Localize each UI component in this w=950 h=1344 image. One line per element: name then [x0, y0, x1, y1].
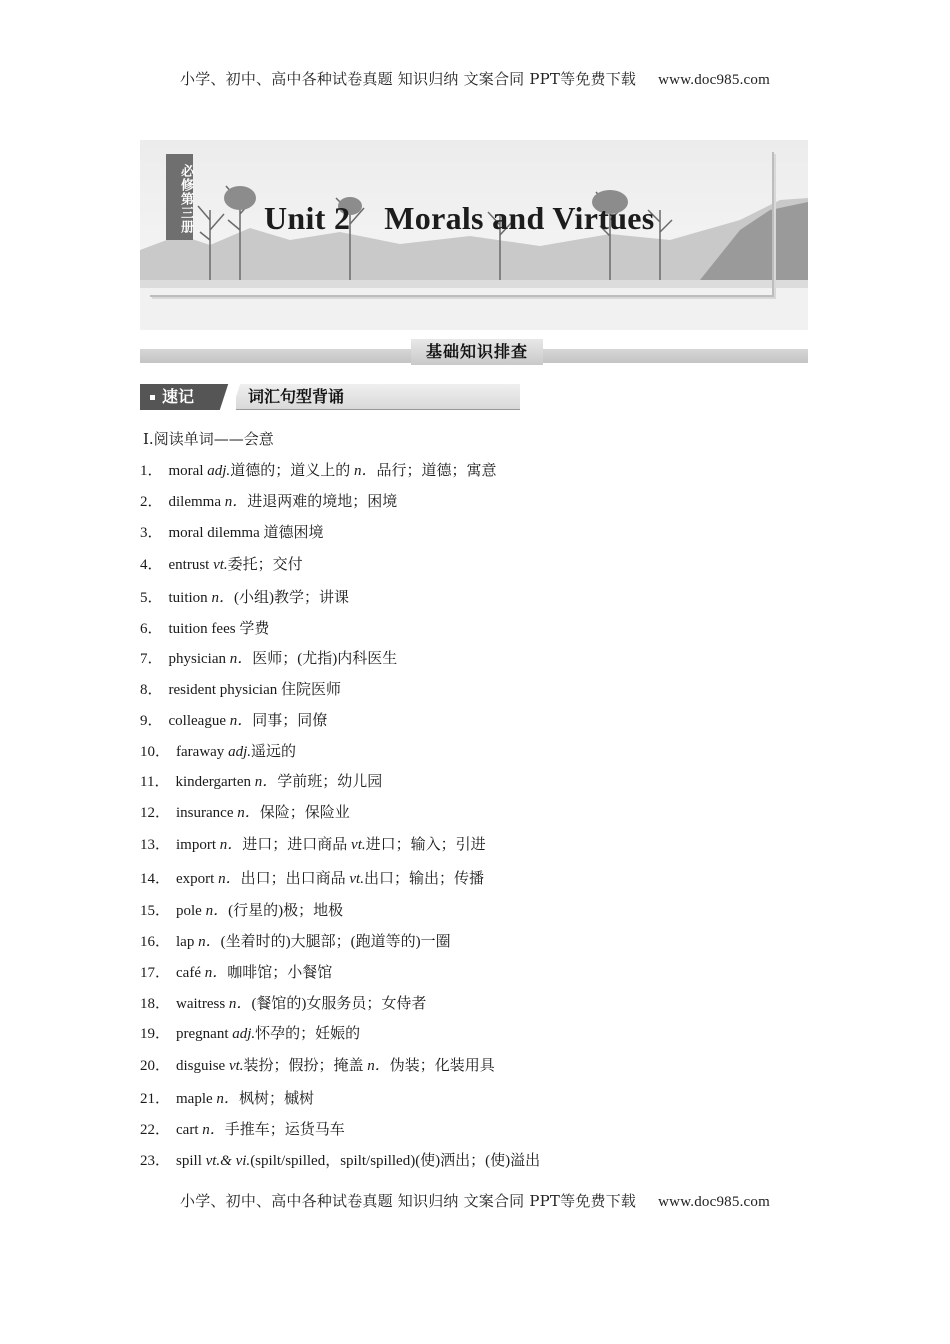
- vocab-definition: 学前班；幼儿园: [277, 774, 383, 790]
- vocab-definition: (行星的)极；地极: [228, 903, 344, 919]
- vocab-number: 4．: [140, 557, 163, 573]
- vocab-item: [140, 586, 349, 607]
- vocab-word: kindergarten: [175, 774, 251, 790]
- vocab-number: 17．: [140, 965, 171, 981]
- vocab-word: moral dilemma: [168, 525, 260, 541]
- vocab-word: physician: [168, 651, 227, 667]
- vocab-definition: 学费: [239, 621, 270, 637]
- vocab-part-of-speech: n．: [237, 805, 260, 821]
- vocab-item: [140, 647, 397, 668]
- vocab-word: dilemma: [168, 494, 222, 510]
- footer-text: 小学、初中、高中各种试卷真题 知识归纳 文案合同 PPT等免费下载: [180, 1192, 637, 1210]
- vocab-item: [140, 961, 332, 982]
- vocab-definition: 委托；交付: [227, 557, 303, 573]
- vocab-part-of-speech-2: vt.: [351, 837, 366, 853]
- vocab-definition: 进退两难的境地；困境: [247, 494, 398, 510]
- vocab-item: [140, 1022, 360, 1043]
- vocab-part-of-speech: n．: [229, 651, 253, 667]
- vocab-item: [140, 490, 397, 511]
- unit-title: [264, 200, 655, 237]
- page-footer: [0, 1190, 950, 1211]
- vocab-part-of-speech: vt.: [228, 1058, 244, 1074]
- unit-number: Unit 2: [264, 200, 351, 236]
- vocab-word: maple: [176, 1091, 213, 1107]
- vocab-number: 1．: [140, 463, 163, 479]
- vocab-item: [140, 1149, 540, 1170]
- vocab-item: [140, 992, 426, 1013]
- vocab-definition-2: 伪装；化装用具: [389, 1058, 495, 1074]
- vocab-definition: 医师；(尤指)内科医生: [252, 651, 398, 667]
- vocab-part-of-speech: n．: [254, 774, 278, 790]
- vocab-number: 20．: [140, 1058, 171, 1074]
- vocab-number: 19．: [140, 1026, 171, 1042]
- section-label: 基础知识排查: [411, 339, 543, 365]
- vocab-word: tuition fees: [168, 621, 236, 637]
- vocab-item: [140, 867, 484, 888]
- vocab-number: 3．: [140, 525, 163, 541]
- vocab-definition: 进口；进口商品: [242, 837, 352, 853]
- vocab-definition: 装扮；假扮；掩盖: [243, 1058, 368, 1074]
- vocab-definition: 同事；同僚: [252, 713, 328, 729]
- vocab-part-of-speech: n．: [211, 590, 234, 606]
- subsection-tag: [140, 384, 230, 410]
- vocab-part-of-speech: n．: [216, 1091, 239, 1107]
- vocab-definition: 道德困境: [263, 525, 324, 541]
- vocab-definition: 道德的；道义上的: [230, 463, 354, 479]
- vocab-item: [140, 801, 350, 822]
- vocab-word: export: [176, 871, 215, 887]
- vocab-item: [140, 678, 341, 699]
- vocab-definition: (spilt/spilled，spilt/spilled)(使)洒出；(使)溢出: [250, 1153, 541, 1169]
- vocab-part-of-speech: vt.: [213, 557, 228, 573]
- book-volume-tab: 必修第三册: [166, 154, 193, 240]
- vocab-definition-2: 进口；输入；引进: [365, 837, 486, 853]
- vocab-word: disguise: [176, 1058, 226, 1074]
- vocab-number: 8．: [140, 682, 163, 698]
- vocab-item: [140, 521, 324, 542]
- vocab-part-of-speech: vt.& vi.: [205, 1153, 251, 1169]
- vocab-part-of-speech-2: n．: [353, 463, 377, 479]
- vocab-definition: 手推车；运货马车: [224, 1122, 345, 1138]
- vocab-definition: (坐着时的)大腿部；(跑道等的)一圈: [220, 934, 451, 950]
- vocab-definition: 保险；保险业: [259, 805, 350, 821]
- vocab-number: 12．: [140, 805, 171, 821]
- vocab-number: 22．: [140, 1122, 171, 1138]
- vocab-part-of-speech: n．: [224, 494, 248, 510]
- vocab-item: [140, 553, 303, 574]
- header-url[interactable]: www.doc985.com: [658, 72, 770, 88]
- vocab-word: lap: [176, 934, 195, 950]
- part-heading: Ⅰ.阅读单词——会意: [143, 430, 274, 448]
- vocab-item: [140, 1087, 314, 1108]
- vocab-word: import: [176, 837, 217, 853]
- vocab-word: faraway: [176, 744, 225, 760]
- vocab-word: cart: [176, 1122, 199, 1138]
- vocab-part-of-speech: n．: [229, 713, 253, 729]
- vocab-number: 5．: [140, 590, 163, 606]
- vocab-part-of-speech: n．: [218, 871, 241, 887]
- vocab-number: 7．: [140, 651, 163, 667]
- vocab-number: 16．: [140, 934, 171, 950]
- vocab-item: [140, 1054, 495, 1075]
- vocab-item: [140, 459, 496, 480]
- vocab-number: 11．: [140, 774, 170, 790]
- vocab-number: 9．: [140, 713, 163, 729]
- vocab-part-of-speech-2: vt.: [349, 871, 364, 887]
- vocab-part-of-speech: n．: [219, 837, 243, 853]
- vocab-number: 13．: [140, 837, 171, 853]
- vocab-word: moral: [168, 463, 204, 479]
- vocab-item: [140, 899, 343, 920]
- vocab-part-of-speech-2: n．: [367, 1058, 390, 1074]
- vocab-part-of-speech: n．: [204, 965, 228, 981]
- vocab-word: tuition: [168, 590, 208, 606]
- vocab-number: 2．: [140, 494, 163, 510]
- vocab-number: 18．: [140, 996, 171, 1012]
- vocab-word: resident physician: [168, 682, 278, 698]
- vocab-word: café: [176, 965, 201, 981]
- vocab-item: [140, 833, 486, 854]
- vocab-definition-2: 出口；输出；传播: [363, 871, 484, 887]
- vocab-definition: (餐馆的)女服务员；女侍者: [251, 996, 427, 1012]
- vocab-number: 23．: [140, 1153, 171, 1169]
- vocab-definition: 咖啡馆；小餐馆: [227, 965, 333, 981]
- vocab-word: insurance: [176, 805, 234, 821]
- vocab-definition-2: 品行；道德；寓意: [376, 463, 497, 479]
- subsection-tag-text: 速记: [162, 387, 195, 406]
- vocab-word: pregnant: [176, 1026, 229, 1042]
- footer-url[interactable]: www.doc985.com: [658, 1194, 770, 1210]
- vocab-part-of-speech: n．: [202, 1122, 225, 1138]
- subsection-bar: [140, 384, 520, 411]
- vocab-word: waitress: [176, 996, 226, 1012]
- vocab-part-of-speech: adj.: [228, 744, 251, 760]
- vocab-number: 15．: [140, 903, 171, 919]
- vocab-item: [140, 770, 382, 791]
- vocab-number: 21．: [140, 1091, 171, 1107]
- vocab-part-of-speech: n．: [205, 903, 229, 919]
- vocab-definition: 遥远的: [250, 744, 296, 760]
- unit-name: Morals and Virtues: [384, 200, 655, 236]
- vocab-definition: (小组)教学；讲课: [233, 590, 349, 606]
- vocab-definition: 怀孕的；妊娠的: [255, 1026, 361, 1042]
- vocab-word: spill: [176, 1153, 202, 1169]
- vocab-part-of-speech: adj.: [232, 1026, 256, 1042]
- vocab-part-of-speech: n．: [228, 996, 252, 1012]
- vocab-item: [140, 930, 451, 951]
- vocab-item: [140, 709, 327, 730]
- vocab-number: 6．: [140, 621, 163, 637]
- vocab-definition: 住院医师: [281, 682, 342, 698]
- unit-banner: [140, 140, 808, 330]
- vocab-word: pole: [176, 903, 202, 919]
- header-text: 小学、初中、高中各种试卷真题 知识归纳 文案合同 PPT等免费下载: [180, 70, 637, 88]
- vocab-definition: 出口；出口商品: [240, 871, 350, 887]
- vocab-word: colleague: [168, 713, 226, 729]
- vocab-number: 14．: [140, 871, 171, 887]
- vocab-item: [140, 617, 269, 638]
- vocab-definition: 枫树；槭树: [238, 1091, 314, 1107]
- vocab-part-of-speech: n．: [198, 934, 221, 950]
- vocab-part-of-speech: adj.: [207, 463, 231, 479]
- vocab-number: 10．: [140, 744, 171, 760]
- vocab-word: entrust: [168, 557, 210, 573]
- vocab-item: [140, 1118, 345, 1139]
- subsection-label: 词汇句型背诵: [236, 384, 520, 410]
- vocab-item: [140, 740, 296, 761]
- page-header: [0, 68, 950, 89]
